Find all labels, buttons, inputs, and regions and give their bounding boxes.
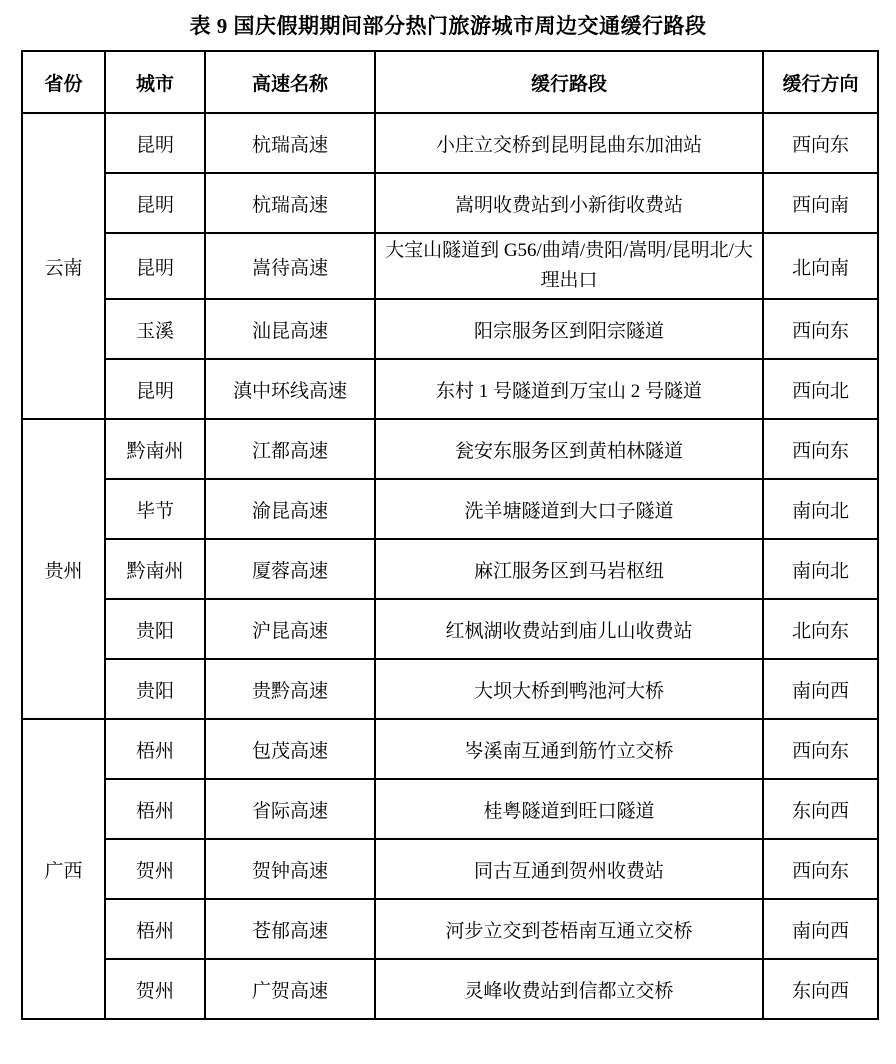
table-row: [22, 299, 878, 359]
header-cell-direction: 缓行方向: [763, 51, 878, 113]
direction-cell: 北向东: [763, 599, 878, 659]
header-cell-province: 省份: [22, 51, 105, 113]
section-cell: 东村 1 号隧道到万宝山 2 号隧道: [375, 359, 763, 419]
header-cell-section: 缓行路段: [375, 51, 763, 113]
city-cell: 梧州: [105, 779, 205, 839]
direction-cell: 北向南: [763, 233, 878, 299]
city-cell: 毕节: [105, 479, 205, 539]
section-cell: 洗羊塘隧道到大口子隧道: [375, 479, 763, 539]
direction-cell: 西向北: [763, 359, 878, 419]
highway-cell: 嵩待高速: [205, 233, 375, 299]
table-row: [22, 539, 878, 599]
direction-cell: 西向东: [763, 299, 878, 359]
city-cell: 昆明: [105, 113, 205, 173]
highway-cell: 苍郁高速: [205, 899, 375, 959]
direction-cell: 西向南: [763, 173, 878, 233]
city-cell: 黔南州: [105, 419, 205, 479]
section-cell: 大坝大桥到鸭池河大桥: [375, 659, 763, 719]
highway-cell: 滇中环线高速: [205, 359, 375, 419]
table-row: [22, 173, 878, 233]
section-cell: 大宝山隧道到 G56/曲靖/贵阳/嵩明/昆明北/大理出口: [375, 233, 763, 299]
section-cell: 桂粤隧道到旺口隧道: [375, 779, 763, 839]
highway-cell: 杭瑞高速: [205, 173, 375, 233]
table-row: [22, 113, 878, 173]
direction-cell: 西向东: [763, 719, 878, 779]
city-cell: 昆明: [105, 359, 205, 419]
table-row: [22, 779, 878, 839]
city-cell: 黔南州: [105, 539, 205, 599]
direction-cell: 南向西: [763, 659, 878, 719]
highway-cell: 贺钟高速: [205, 839, 375, 899]
table-row: [22, 899, 878, 959]
direction-cell: 南向北: [763, 539, 878, 599]
highway-cell: 贵黔高速: [205, 659, 375, 719]
header-cell-city: 城市: [105, 51, 205, 113]
highway-cell: 江都高速: [205, 419, 375, 479]
table-row: [22, 599, 878, 659]
city-cell: 贺州: [105, 839, 205, 899]
city-cell: 贵阳: [105, 599, 205, 659]
header-row: [22, 51, 878, 113]
section-cell: 灵峰收费站到信都立交桥: [375, 959, 763, 1019]
table-row: [22, 959, 878, 1019]
table-row: [22, 839, 878, 899]
highway-cell: 沪昆高速: [205, 599, 375, 659]
table-row: [22, 359, 878, 419]
direction-cell: 南向北: [763, 479, 878, 539]
highway-cell: 渝昆高速: [205, 479, 375, 539]
section-cell: 岑溪南互通到筋竹立交桥: [375, 719, 763, 779]
direction-cell: 西向东: [763, 113, 878, 173]
section-cell: 红枫湖收费站到庙儿山收费站: [375, 599, 763, 659]
section-cell: 小庄立交桥到昆明昆曲东加油站: [375, 113, 763, 173]
highway-cell: 包茂高速: [205, 719, 375, 779]
section-cell: 阳宗服务区到阳宗隧道: [375, 299, 763, 359]
table-row: [22, 479, 878, 539]
highway-cell: 汕昆高速: [205, 299, 375, 359]
section-cell: 瓮安东服务区到黄柏林隧道: [375, 419, 763, 479]
traffic-slowdown-table: [21, 50, 879, 1020]
city-cell: 昆明: [105, 173, 205, 233]
table-title: 表 9 国庆假期期间部分热门旅游城市周边交通缓行路段: [189, 14, 707, 38]
city-cell: 贵阳: [105, 659, 205, 719]
city-cell: 昆明: [105, 233, 205, 299]
table-row: [22, 233, 878, 299]
direction-cell: 西向东: [763, 419, 878, 479]
highway-cell: 广贺高速: [205, 959, 375, 1019]
province-cell: 云南: [22, 113, 105, 419]
section-cell: 嵩明收费站到小新街收费站: [375, 173, 763, 233]
province-cell: 广西: [22, 719, 105, 1019]
section-cell: 麻江服务区到马岩枢纽: [375, 539, 763, 599]
table-row: [22, 719, 878, 779]
direction-cell: 东向西: [763, 779, 878, 839]
city-cell: 梧州: [105, 899, 205, 959]
city-cell: 贺州: [105, 959, 205, 1019]
city-cell: 玉溪: [105, 299, 205, 359]
city-cell: 梧州: [105, 719, 205, 779]
direction-cell: 西向东: [763, 839, 878, 899]
section-cell: 河步立交到苍梧南互通立交桥: [375, 899, 763, 959]
highway-cell: 杭瑞高速: [205, 113, 375, 173]
direction-cell: 南向西: [763, 899, 878, 959]
header-cell-highway: 高速名称: [205, 51, 375, 113]
table-row: [22, 419, 878, 479]
section-cell: 同古互通到贺州收费站: [375, 839, 763, 899]
highway-cell: 省际高速: [205, 779, 375, 839]
table-row: [22, 659, 878, 719]
direction-cell: 东向西: [763, 959, 878, 1019]
highway-cell: 厦蓉高速: [205, 539, 375, 599]
province-cell: 贵州: [22, 419, 105, 719]
